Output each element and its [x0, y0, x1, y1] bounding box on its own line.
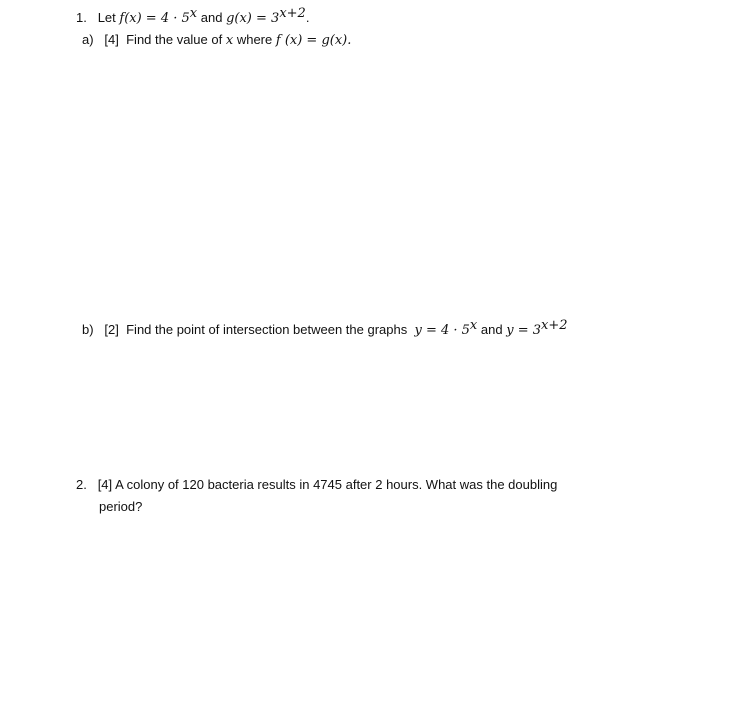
and-text: and [480, 322, 503, 337]
where-text: where [236, 32, 273, 47]
and-text: and [200, 10, 223, 25]
prompt-text: A colony of 120 bacteria results in 4745 after 2 hours. What was the doubling [115, 477, 558, 492]
equation: f (x) = g(x). [275, 33, 352, 48]
question-2-continued: period? [99, 499, 143, 514]
question-2 [76, 477, 557, 492]
part-label: b) [82, 322, 94, 337]
question-number: 2. [76, 477, 87, 492]
question-1-stem [76, 6, 310, 26]
equation-2: y = 3 [506, 323, 541, 338]
variable: x [225, 33, 234, 48]
f-exponent: x [189, 6, 198, 21]
points: [4] [97, 477, 113, 492]
prompt-text: Find the value of [126, 32, 223, 47]
exponent-2: x+2 [541, 318, 568, 333]
exponent-1: x [469, 318, 478, 333]
points: [2] [104, 322, 119, 337]
g-exponent: x+2 [279, 6, 306, 21]
question-1b [82, 318, 568, 338]
part-label: a) [82, 32, 94, 47]
f-definition: f(x) = 4 · 5 [119, 11, 190, 26]
intro-text: Let [97, 10, 116, 25]
equation-1: y = 4 · 5 [414, 323, 470, 338]
g-definition: g(x) = 3 [226, 11, 280, 26]
question-number: 1. [76, 10, 87, 25]
period: . [305, 10, 310, 25]
question-1a [82, 32, 351, 48]
prompt-text: Find the point of intersection between the graphs [126, 322, 408, 337]
points: [4] [104, 32, 119, 47]
